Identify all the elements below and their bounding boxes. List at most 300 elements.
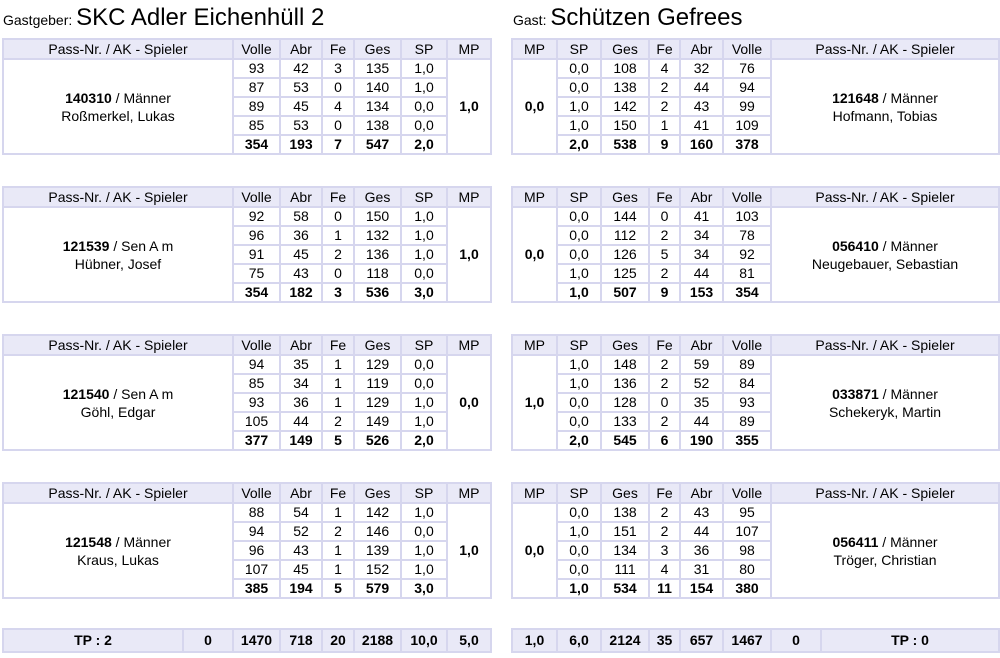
score-cell: 134 xyxy=(601,541,649,560)
score-cell: 109 xyxy=(723,116,771,135)
column-header: MP xyxy=(512,187,557,207)
home-total-cell: 718 xyxy=(280,629,322,652)
score-cell: 89 xyxy=(723,355,771,374)
score-cell: 0 xyxy=(322,78,354,97)
player-name: Tröger, Christian xyxy=(833,551,937,568)
column-header: Fe xyxy=(322,483,354,503)
score-cell: 75 xyxy=(233,264,280,283)
player-name: Hofmann, Tobias xyxy=(832,107,938,124)
score-cell: 2 xyxy=(322,522,354,541)
score-cell: 136 xyxy=(601,374,649,393)
score-cell: 44 xyxy=(680,78,723,97)
player-cell xyxy=(771,207,999,302)
score-cell: 0,0 xyxy=(557,245,601,264)
sum-cell: 194 xyxy=(280,579,322,598)
score-cell: 92 xyxy=(233,207,280,226)
score-cell: 150 xyxy=(354,207,401,226)
score-cell: 44 xyxy=(680,522,723,541)
score-cell: 1 xyxy=(322,503,354,522)
sum-cell: 1,0 xyxy=(557,283,601,302)
score-cell: 0 xyxy=(649,393,680,412)
score-cell: 45 xyxy=(280,560,322,579)
score-cell: 126 xyxy=(601,245,649,264)
score-cell: 2 xyxy=(649,355,680,374)
column-header: SP xyxy=(557,335,601,355)
sum-cell: 380 xyxy=(723,579,771,598)
column-header: Ges xyxy=(354,187,401,207)
home-total-cell: 5,0 xyxy=(447,629,491,652)
player-cell xyxy=(771,59,999,154)
score-cell: 132 xyxy=(354,226,401,245)
score-cell: 4 xyxy=(322,97,354,116)
sum-cell: 507 xyxy=(601,283,649,302)
age-class: / Sen A m xyxy=(109,385,174,402)
pass-number: 140310 xyxy=(65,89,112,106)
score-cell: 36 xyxy=(280,393,322,412)
score-cell: 53 xyxy=(280,116,322,135)
score-cell: 78 xyxy=(723,226,771,245)
score-cell: 36 xyxy=(280,226,322,245)
score-cell: 2 xyxy=(649,503,680,522)
sum-cell: 5 xyxy=(322,431,354,450)
home-team-name: SKC Adler Eichenhüll 2 xyxy=(76,4,325,31)
score-cell: 0,0 xyxy=(557,393,601,412)
score-cell: 142 xyxy=(354,503,401,522)
sum-cell: 160 xyxy=(680,135,723,154)
pass-number: 121540 xyxy=(62,385,110,402)
score-cell: 31 xyxy=(680,560,723,579)
column-header: Pass-Nr. / AK - Spieler xyxy=(3,483,233,503)
sum-cell: 5 xyxy=(322,579,354,598)
score-cell: 1,0 xyxy=(401,59,447,78)
home-match-1 xyxy=(2,38,490,176)
sum-cell: 355 xyxy=(723,431,771,450)
column-header: Abr xyxy=(280,187,322,207)
sum-cell: 536 xyxy=(354,283,401,302)
score-cell: 1,0 xyxy=(401,78,447,97)
match-points: 1,0 xyxy=(447,207,491,302)
column-header: Volle xyxy=(233,483,280,503)
player-name: Schekeryk, Martin xyxy=(828,403,942,420)
score-cell: 128 xyxy=(601,393,649,412)
guest-match-2 xyxy=(511,186,998,324)
sum-cell: 1,0 xyxy=(557,579,601,598)
header-row xyxy=(3,187,491,207)
score-cell: 0,0 xyxy=(557,412,601,431)
score-cell: 112 xyxy=(601,226,649,245)
age-class: / Männer xyxy=(878,237,938,254)
column-header: Abr xyxy=(280,483,322,503)
score-cell: 0 xyxy=(649,207,680,226)
score-cell: 45 xyxy=(280,97,322,116)
score-cell: 1 xyxy=(322,355,354,374)
score-cell: 76 xyxy=(723,59,771,78)
column-header: Volle xyxy=(233,335,280,355)
column-header: MP xyxy=(512,483,557,503)
score-cell: 103 xyxy=(723,207,771,226)
sum-cell: 526 xyxy=(354,431,401,450)
score-cell: 1,0 xyxy=(401,541,447,560)
column-header: MP xyxy=(447,39,491,59)
score-cell: 45 xyxy=(280,245,322,264)
score-cell: 0 xyxy=(322,116,354,135)
guest-tp: TP : 0 xyxy=(821,629,999,652)
home-match-2 xyxy=(2,186,490,324)
throw-row xyxy=(3,59,491,78)
sum-cell: 154 xyxy=(680,579,723,598)
guest-match-4 xyxy=(511,482,998,620)
guest-total-cell: 1467 xyxy=(723,629,771,652)
score-cell: 1 xyxy=(649,116,680,135)
score-cell: 1,0 xyxy=(401,226,447,245)
column-header: SP xyxy=(557,39,601,59)
sum-cell: 354 xyxy=(233,135,280,154)
throw-row xyxy=(3,355,491,374)
column-header: Ges xyxy=(354,483,401,503)
score-cell: 2 xyxy=(322,412,354,431)
header-row xyxy=(512,39,999,59)
column-header: Volle xyxy=(233,187,280,207)
score-cell: 43 xyxy=(680,503,723,522)
column-header: Ges xyxy=(601,187,649,207)
score-cell: 0,0 xyxy=(557,541,601,560)
age-class: / Sen A m xyxy=(109,237,174,254)
score-cell: 1,0 xyxy=(557,97,601,116)
score-cell: 2 xyxy=(649,412,680,431)
score-cell: 43 xyxy=(680,97,723,116)
score-cell: 41 xyxy=(680,207,723,226)
score-cell: 129 xyxy=(354,355,401,374)
score-cell: 119 xyxy=(354,374,401,393)
column-header: Fe xyxy=(649,483,680,503)
score-cell: 135 xyxy=(354,59,401,78)
score-cell: 150 xyxy=(601,116,649,135)
column-header: MP xyxy=(447,335,491,355)
score-cell: 107 xyxy=(723,522,771,541)
score-cell: 129 xyxy=(354,393,401,412)
score-cell: 34 xyxy=(280,374,322,393)
home-totals xyxy=(2,628,490,653)
score-cell: 43 xyxy=(280,264,322,283)
column-header: Fe xyxy=(322,39,354,59)
pass-number: 121548 xyxy=(65,533,112,550)
score-cell: 34 xyxy=(680,245,723,264)
score-cell: 149 xyxy=(354,412,401,431)
score-cell: 0,0 xyxy=(557,207,601,226)
score-cell: 133 xyxy=(601,412,649,431)
score-cell: 44 xyxy=(680,264,723,283)
sum-cell: 153 xyxy=(680,283,723,302)
score-cell: 80 xyxy=(723,560,771,579)
sum-cell: 149 xyxy=(280,431,322,450)
score-cell: 93 xyxy=(723,393,771,412)
header-row xyxy=(512,335,999,355)
column-header: SP xyxy=(401,483,447,503)
score-cell: 98 xyxy=(723,541,771,560)
score-cell: 1,0 xyxy=(557,355,601,374)
score-cell: 1 xyxy=(322,541,354,560)
guest-total-cell: 1,0 xyxy=(512,629,557,652)
score-cell: 148 xyxy=(601,355,649,374)
score-cell: 35 xyxy=(280,355,322,374)
score-cell: 34 xyxy=(680,226,723,245)
column-header: SP xyxy=(557,187,601,207)
column-header: Volle xyxy=(723,335,771,355)
score-cell: 1,0 xyxy=(401,503,447,522)
score-cell: 4 xyxy=(649,59,680,78)
score-cell: 105 xyxy=(233,412,280,431)
throw-row xyxy=(512,59,999,78)
pass-number: 056411 xyxy=(832,533,879,550)
player-name: Göhl, Edgar xyxy=(80,403,156,420)
score-cell: 88 xyxy=(233,503,280,522)
column-header: Ges xyxy=(601,39,649,59)
score-cell: 1 xyxy=(322,560,354,579)
score-cell: 85 xyxy=(233,374,280,393)
column-header: MP xyxy=(512,39,557,59)
score-cell: 52 xyxy=(280,522,322,541)
guest-totals xyxy=(511,628,998,653)
column-header: Abr xyxy=(280,39,322,59)
player-name: Roßmerkel, Lukas xyxy=(61,107,175,124)
home-match-3 xyxy=(2,334,490,472)
column-header: Abr xyxy=(680,187,723,207)
home-team-prefix: Gastgeber: xyxy=(3,12,73,28)
score-cell: 1,0 xyxy=(401,560,447,579)
match-points: 0,0 xyxy=(512,207,557,302)
score-cell: 81 xyxy=(723,264,771,283)
score-cell: 84 xyxy=(723,374,771,393)
score-cell: 94 xyxy=(723,78,771,97)
score-cell: 134 xyxy=(354,97,401,116)
sum-cell: 3,0 xyxy=(401,579,447,598)
score-cell: 94 xyxy=(233,522,280,541)
home-team-heading xyxy=(3,4,324,32)
score-cell: 95 xyxy=(723,503,771,522)
score-cell: 152 xyxy=(354,560,401,579)
sum-cell: 385 xyxy=(233,579,280,598)
column-header: Ges xyxy=(601,335,649,355)
guest-match-3 xyxy=(511,334,998,472)
sum-cell: 6 xyxy=(649,431,680,450)
age-class: / Männer xyxy=(111,533,171,550)
score-cell: 0,0 xyxy=(557,560,601,579)
player-cell xyxy=(771,355,999,450)
header-row xyxy=(512,187,999,207)
age-class: / Männer xyxy=(111,89,171,106)
column-header: Ges xyxy=(601,483,649,503)
sum-cell: 354 xyxy=(233,283,280,302)
score-cell: 138 xyxy=(354,116,401,135)
pass-number: 121648 xyxy=(832,89,879,106)
column-header: Ges xyxy=(354,335,401,355)
player-cell xyxy=(3,503,233,598)
score-cell: 52 xyxy=(680,374,723,393)
column-header: Pass-Nr. / AK - Spieler xyxy=(771,39,999,59)
score-cell: 44 xyxy=(680,412,723,431)
sum-cell: 7 xyxy=(322,135,354,154)
throw-row xyxy=(512,355,999,374)
sum-cell: 354 xyxy=(723,283,771,302)
score-cell: 0,0 xyxy=(401,522,447,541)
score-cell: 59 xyxy=(680,355,723,374)
sum-cell: 377 xyxy=(233,431,280,450)
score-cell: 1,0 xyxy=(401,393,447,412)
score-cell: 58 xyxy=(280,207,322,226)
sum-cell: 3,0 xyxy=(401,283,447,302)
match-points: 0,0 xyxy=(447,355,491,450)
score-cell: 96 xyxy=(233,226,280,245)
sum-cell: 378 xyxy=(723,135,771,154)
score-cell: 0 xyxy=(322,207,354,226)
score-cell: 0,0 xyxy=(557,226,601,245)
age-class: / Männer xyxy=(878,385,938,402)
score-cell: 1,0 xyxy=(557,374,601,393)
column-header: Pass-Nr. / AK - Spieler xyxy=(3,187,233,207)
guest-match-1 xyxy=(511,38,998,176)
column-header: Fe xyxy=(322,335,354,355)
home-total-cell: 10,0 xyxy=(401,629,447,652)
score-cell: 108 xyxy=(601,59,649,78)
sum-cell: 9 xyxy=(649,135,680,154)
score-cell: 89 xyxy=(723,412,771,431)
score-cell: 5 xyxy=(649,245,680,264)
sum-cell: 11 xyxy=(649,579,680,598)
score-cell: 89 xyxy=(233,97,280,116)
score-cell: 0,0 xyxy=(401,355,447,374)
sum-cell: 3 xyxy=(322,283,354,302)
score-cell: 2 xyxy=(649,264,680,283)
home-total-cell: 2188 xyxy=(354,629,401,652)
player-name: Kraus, Lukas xyxy=(77,551,159,568)
score-cell: 0,0 xyxy=(401,116,447,135)
column-header: Volle xyxy=(723,39,771,59)
score-cell: 35 xyxy=(680,393,723,412)
player-name: Neugebauer, Sebastian xyxy=(811,255,959,272)
player-name: Hübner, Josef xyxy=(74,255,162,272)
sum-cell: 534 xyxy=(601,579,649,598)
header-row xyxy=(3,39,491,59)
score-cell: 99 xyxy=(723,97,771,116)
column-header: Fe xyxy=(649,335,680,355)
score-cell: 1 xyxy=(322,393,354,412)
score-cell: 125 xyxy=(601,264,649,283)
score-cell: 0,0 xyxy=(401,374,447,393)
score-cell: 2 xyxy=(649,97,680,116)
column-header: SP xyxy=(557,483,601,503)
sum-cell: 545 xyxy=(601,431,649,450)
column-header: Abr xyxy=(680,483,723,503)
match-points: 0,0 xyxy=(512,59,557,154)
score-cell: 54 xyxy=(280,503,322,522)
guest-total-cell: 35 xyxy=(649,629,680,652)
pass-number: 033871 xyxy=(832,385,879,402)
guest-total-cell: 2124 xyxy=(601,629,649,652)
player-cell xyxy=(771,503,999,598)
column-header: Fe xyxy=(649,39,680,59)
sum-cell: 2,0 xyxy=(401,135,447,154)
sum-cell: 9 xyxy=(649,283,680,302)
score-cell: 1,0 xyxy=(557,116,601,135)
score-cell: 0,0 xyxy=(557,503,601,522)
match-points: 0,0 xyxy=(512,503,557,598)
guest-team-heading xyxy=(513,4,742,32)
score-cell: 94 xyxy=(233,355,280,374)
column-header: Pass-Nr. / AK - Spieler xyxy=(771,483,999,503)
column-header: SP xyxy=(401,187,447,207)
score-cell: 41 xyxy=(680,116,723,135)
score-cell: 1,0 xyxy=(401,412,447,431)
column-header: Pass-Nr. / AK - Spieler xyxy=(771,187,999,207)
header-row xyxy=(512,483,999,503)
score-cell: 1,0 xyxy=(401,245,447,264)
score-cell: 0,0 xyxy=(557,78,601,97)
score-cell: 138 xyxy=(601,78,649,97)
score-cell: 0,0 xyxy=(401,264,447,283)
score-cell: 2 xyxy=(649,522,680,541)
age-class: / Männer xyxy=(878,89,938,106)
sum-cell: 2,0 xyxy=(401,431,447,450)
home-match-4 xyxy=(2,482,490,620)
home-totals-row xyxy=(3,629,491,652)
throw-row xyxy=(512,207,999,226)
score-cell: 1,0 xyxy=(557,264,601,283)
score-cell: 53 xyxy=(280,78,322,97)
sum-cell: 2,0 xyxy=(557,431,601,450)
score-cell: 3 xyxy=(649,541,680,560)
sum-cell: 193 xyxy=(280,135,322,154)
score-cell: 1,0 xyxy=(557,522,601,541)
column-header: MP xyxy=(447,483,491,503)
score-cell: 2 xyxy=(649,78,680,97)
throw-row xyxy=(3,207,491,226)
score-cell: 3 xyxy=(322,59,354,78)
column-header: Abr xyxy=(680,335,723,355)
score-cell: 43 xyxy=(280,541,322,560)
sum-cell: 579 xyxy=(354,579,401,598)
score-cell: 111 xyxy=(601,560,649,579)
home-total-cell: 1470 xyxy=(233,629,280,652)
score-cell: 1,0 xyxy=(401,207,447,226)
score-cell: 2 xyxy=(322,245,354,264)
header-row xyxy=(3,335,491,355)
score-cell: 142 xyxy=(601,97,649,116)
column-header: Pass-Nr. / AK - Spieler xyxy=(771,335,999,355)
score-cell: 1 xyxy=(322,226,354,245)
score-cell: 32 xyxy=(680,59,723,78)
score-cell: 136 xyxy=(354,245,401,264)
score-cell: 93 xyxy=(233,59,280,78)
column-header: Fe xyxy=(649,187,680,207)
column-header: MP xyxy=(447,187,491,207)
home-total-cell: 0 xyxy=(183,629,233,652)
pass-number: 121539 xyxy=(62,237,110,254)
throw-row xyxy=(3,503,491,522)
score-cell: 151 xyxy=(601,522,649,541)
score-cell: 0,0 xyxy=(557,59,601,78)
score-cell: 44 xyxy=(280,412,322,431)
score-cell: 0,0 xyxy=(401,97,447,116)
score-cell: 42 xyxy=(280,59,322,78)
guest-team-prefix: Gast: xyxy=(513,12,547,28)
score-cell: 1 xyxy=(322,374,354,393)
score-cell: 87 xyxy=(233,78,280,97)
score-cell: 140 xyxy=(354,78,401,97)
score-cell: 96 xyxy=(233,541,280,560)
guest-team-name: Schützen Gefrees xyxy=(550,4,743,31)
column-header: SP xyxy=(401,335,447,355)
score-cell: 92 xyxy=(723,245,771,264)
